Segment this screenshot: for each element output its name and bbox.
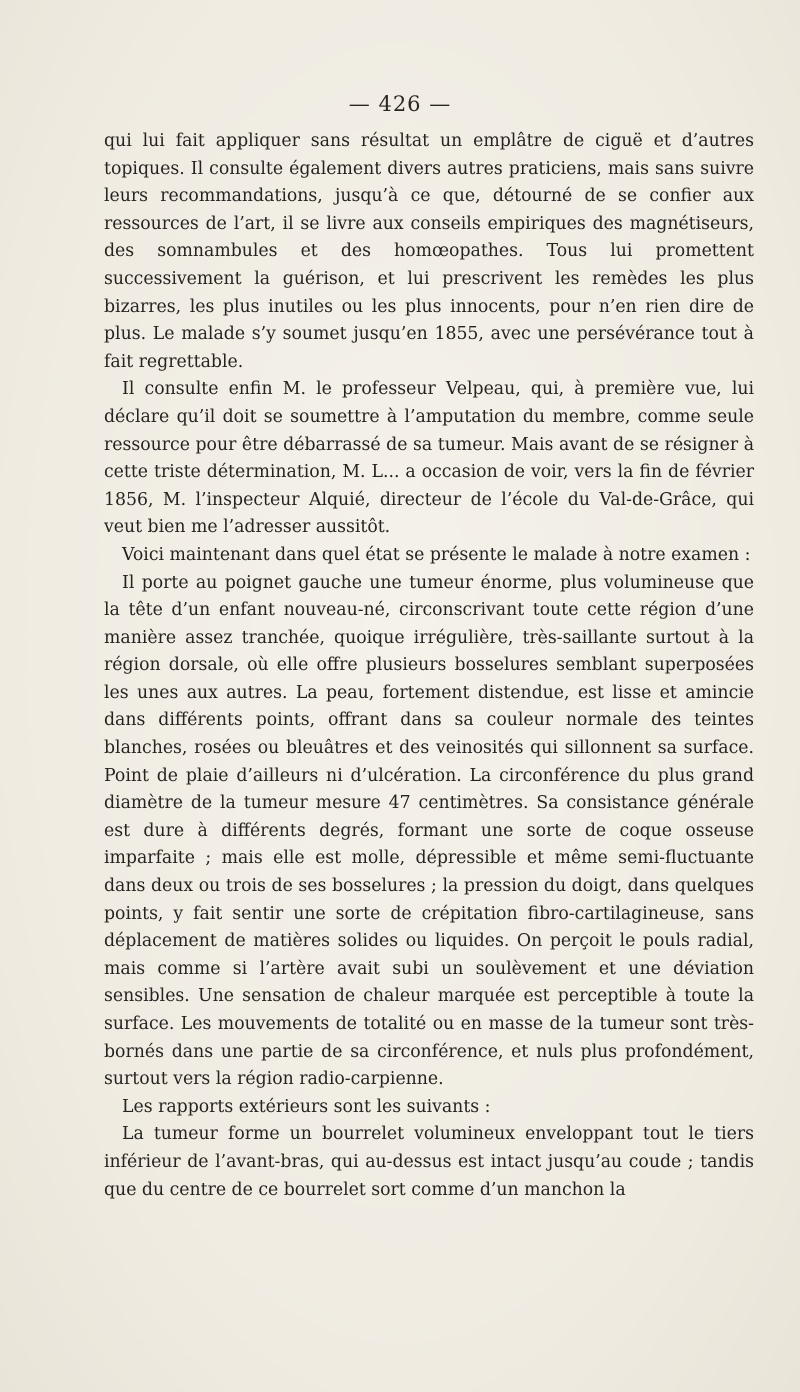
paragraph-examen-intro: Voici maintenant dans quel état se présente le malade à notre examen : <box>122 544 751 565</box>
paragraph-velpeau: Il consulte enfin M. le professeur Velpeau, qui, à première vue, lui déclare qu’il doit se soumettre à l’amputation du membre, comme seule ressource pour être débarrassé de sa tumeur. Mais avant de se résigner à cette triste détermination, M. L... a occasion de voir, vers la fin de février 1856, M. l’inspecteur Alquié, directeur de l’école du Val-de-Grâce, qui veut bien me l’adresser aussitôt. <box>104 379 754 538</box>
body-text <box>104 128 754 1204</box>
paragraph-tumeur-description: Il porte au poignet gauche une tumeur énorme, plus volumineuse que la tête d’un enfant nouveau-né, circonscrivant toute cette région d’une manière assez tranchée, quoique irrégulière, très-saillante surtout à la région dorsale, où elle offre plusieurs bosselures semblant superposées les unes aux autres. La peau, fortement distendue, est lisse et amincie dans différents points, offrant dans sa couleur normale des teintes blanches, rosées ou bleuâtres et des veinosités qui sillonnent sa surface. Point de plaie d’ailleurs ni d’ulcération. La circonférence du plus grand diamètre de la tumeur mesure 47 centimètres. Sa consistance générale est dure à différents degrés, formant une sorte de coque osseuse imparfaite ; mais elle est molle, dépressible et même semi-fluctuante dans deux ou trois de ses bosselures ; la pression du doigt, dans quelques points, y fait sentir une sorte de crépitation fibro-cartilagineuse, sans déplacement de matières solides ou liquides. On perçoit le pouls radial, mais comme si l’artère avait subi un soulèvement et une déviation sensibles. Une sensation de chaleur marquée est perceptible à toute la surface. Les mouvements de totalité ou en masse de la tumeur sont très-bornés dans une partie de sa circonférence, et nuls plus profondément, surtout vers la région radio-carpienne. <box>104 572 754 1090</box>
paragraph-bourrelet: La tumeur forme un bourrelet volumineux enveloppant tout le tiers inférieur de l’avant-bras, qui au-dessus est intact jusqu’au coude ; tandis que du centre de ce bourrelet sort comme d’un manchon la <box>104 1124 754 1200</box>
paragraph-continuation: qui lui fait appliquer sans résultat un emplâtre de ciguë et d’autres topiques. Il consulte également divers autres praticiens, mais sans suivre leurs recommandations, jusqu’à ce que, détourné de se confier aux ressources de l’art, il se livre aux conseils empiriques des magnétiseurs, des somnambules et des homœopathes. Tous lui promettent successivement la guérison, et lui prescrivent les remèdes les plus bizarres, les plus inutiles ou les plus innocents, pour n’en rien dire de plus. Le malade s’y soumet jusqu’en 1855, avec une persévérance tout à fait regrettable. <box>104 131 754 372</box>
page-number: — 426 — <box>348 92 452 116</box>
paragraph-rapports-intro: Les rapports extérieurs sont les suivants : <box>122 1096 491 1117</box>
